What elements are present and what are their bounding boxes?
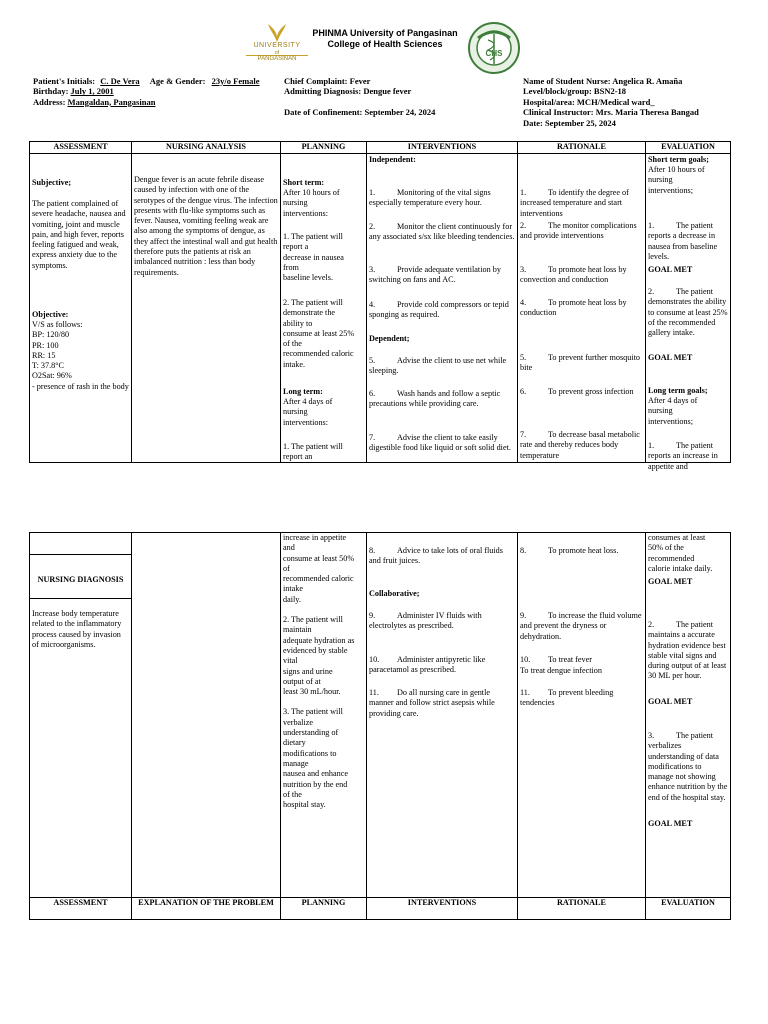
planning-line: recommended caloric — [283, 349, 354, 359]
rationale-10 — [520, 655, 643, 665]
planning-line: output of at — [283, 676, 321, 686]
intervention-1 — [369, 188, 515, 209]
care-plan-table-page1 — [29, 141, 731, 471]
rationale-10b: To treat dengue infection — [520, 666, 602, 675]
item-text: To prevent further mosquito bite — [520, 353, 640, 373]
planning-line: nutrition by the end — [283, 779, 348, 789]
header-nursing-analysis: NURSING ANALYSIS — [132, 142, 281, 154]
short-term-goals-label: Short term goals; — [648, 155, 709, 164]
planning-cont-text — [283, 533, 364, 810]
evaluation-4: 2. The patient maintains a accurate hydration evidence best stable vital signs and during output of at least 30 ML per hour. — [648, 620, 727, 681]
nursing-diagnosis-label-cell — [30, 555, 132, 599]
intervention-2 — [369, 222, 515, 243]
logo-text-university: UNIVERSITY — [253, 42, 301, 49]
planning-line: consume at least 50% — [283, 553, 355, 563]
subjective-text: The patient complained of severe headache, nausea and vomiting, joint and muscle pain, and high fever, reports feeling fatigued and weak, express anxiety due to the symptoms. — [32, 199, 126, 270]
intervention-7 — [369, 433, 515, 454]
long-term-intro — [283, 397, 364, 428]
item-text: The patient maintains a accurate hydration evidence best stable vital signs and during output of at least 30 ML per hour. — [648, 620, 727, 681]
goal-met-1: GOAL MET — [648, 265, 693, 274]
university-name: PHINMA University of Pangasinan — [312, 28, 458, 38]
planning-cell — [281, 154, 367, 463]
vitals-o2sat: O2Sat: 96% — [32, 371, 72, 381]
plan-date: Date: September 25, 2024 — [523, 117, 616, 128]
short-term-goals-intro — [648, 165, 728, 196]
item-number: 5. — [369, 356, 376, 365]
planning-line: modifications to — [283, 748, 337, 758]
long-term-goals-label: Long term goals; — [648, 386, 708, 395]
intervention-3 — [369, 265, 515, 286]
objective-vitals — [32, 320, 129, 392]
planning-line: report an — [283, 452, 313, 462]
intervention-6 — [369, 389, 515, 410]
item-text: Monitoring of the vital signs especially temperature every hour. — [369, 188, 491, 208]
item-number: 9. — [369, 611, 376, 620]
item-number: 1. — [520, 188, 527, 197]
rationale-6 — [520, 387, 643, 397]
item-number: 1. — [369, 188, 376, 197]
address-value: Mangaldan, Pangasinan — [67, 96, 156, 107]
planning-line: 3. The patient will — [283, 707, 343, 717]
item-text: To prevent bleeding tendencies — [520, 688, 614, 708]
planning-line: of the — [283, 789, 302, 799]
item-number: 6. — [369, 389, 376, 398]
footer-header-planning: PLANNING — [281, 898, 367, 920]
header-interventions: INTERVENTIONS — [367, 142, 518, 154]
planning-line: 1. The patient will — [283, 442, 343, 451]
item-text: To identify the degree of increased temperature and start interventions — [520, 188, 629, 218]
item-number: 2. — [369, 222, 376, 231]
eval-line: calorie intake daily. — [648, 563, 713, 573]
footer-header-evaluation: EVALUATION — [646, 898, 731, 920]
planning-line: evidenced by stable — [283, 645, 348, 655]
intervention-9 — [369, 611, 515, 632]
rationale-11 — [520, 688, 643, 709]
item-text: Monitor the client continuously for any associated s/sx like bleeding tendencies. — [369, 222, 515, 242]
item-text: To promote heat loss. — [548, 546, 619, 555]
collaborative-label: Collaborative; — [369, 589, 420, 598]
planning-line: verbalize — [283, 717, 313, 727]
item-number: 2. — [520, 221, 527, 230]
item-text: The patient reports an increase in appetite and — [648, 441, 718, 471]
eval-line: interventions; — [648, 416, 694, 426]
item-number: 5. — [520, 353, 527, 362]
vitals-bp: BP: 120/80 — [32, 330, 70, 340]
item-text: The patient verbalizes understanding of data modifications to manage not showing enhance nutrition by the end of the hospital stay. — [648, 731, 728, 802]
rationale-cont-cell — [518, 533, 646, 898]
footer-header-explanation: EXPLANATION OF THE PROBLEM — [132, 898, 281, 920]
eval-line: consumes at least — [648, 533, 706, 542]
rationale-3 — [520, 265, 643, 286]
item-number: 8. — [369, 546, 376, 555]
planning-line: hospital stay. — [283, 800, 326, 810]
planning-cont-cell — [281, 533, 367, 898]
address-label: Address: — [33, 96, 66, 107]
objective-label: Objective: — [32, 310, 69, 319]
planning-line: interventions: — [283, 417, 329, 427]
planning-line: ability to — [283, 318, 313, 328]
short-term-intro — [283, 188, 364, 219]
planning-goal-1 — [283, 232, 364, 283]
long-term-goals-intro — [648, 396, 728, 427]
eval-line: interventions; — [648, 185, 694, 195]
college-name: College of Health Sciences — [327, 39, 443, 49]
patient-info-right — [523, 76, 699, 128]
item-text: Advise the client to take easily digestible food like liquid or soft solid diet. — [369, 433, 511, 453]
item-number: 10. — [369, 655, 380, 664]
item-text: Provide cold compressors or tepid sponging as required. — [369, 300, 509, 320]
planning-goal-2 — [283, 298, 364, 370]
planning-line: intake. — [283, 359, 306, 369]
level-block: Level/block/group: BSN2-18 — [523, 86, 627, 97]
planning-line: After 10 hours of — [283, 188, 340, 197]
planning-line: nausea and enhance — [283, 769, 349, 779]
item-number: 11. — [369, 688, 379, 697]
goal-met-3: GOAL MET — [648, 577, 693, 586]
item-text: To promote heat loss by conduction — [520, 298, 627, 318]
eval-line: After 4 days of — [648, 396, 698, 405]
item-number: 11. — [520, 688, 530, 697]
nursing-diagnosis-label: NURSING DIAGNOSIS — [37, 575, 124, 584]
eval-line: After 10 hours of — [648, 165, 705, 174]
planning-line: adequate hydration as — [283, 635, 355, 645]
planning-line: increase in appetite — [283, 533, 347, 542]
footer-header-assessment: ASSESSMENT — [30, 898, 132, 920]
rationale-7 — [520, 430, 643, 461]
goal-met-4: GOAL MET — [648, 697, 693, 706]
rationale-cell — [518, 154, 646, 463]
item-number: 8. — [520, 546, 527, 555]
chs-seal-text: CHS — [485, 49, 503, 58]
eval-line: nursing — [648, 175, 673, 185]
eval-line: nursing — [648, 406, 673, 416]
interventions-cont-cell — [367, 533, 518, 898]
intervention-10 — [369, 655, 515, 676]
planning-line: recommended caloric — [283, 574, 354, 584]
planning-line: manage — [283, 758, 309, 768]
evaluation-cont-cell — [646, 533, 731, 898]
goal-met-5: GOAL MET — [648, 819, 693, 828]
item-text: Administer IV fluids with electrolytes as prescribed. — [369, 611, 482, 631]
item-number: 7. — [520, 430, 527, 439]
item-number: 4. — [520, 298, 527, 307]
item-text: To increase the fluid volume and prevent the dryness or dehydration. — [520, 611, 642, 641]
rationale-2 — [520, 221, 643, 242]
item-text: To promote heat loss by convection and conduction — [520, 265, 627, 285]
planning-line: dietary — [283, 738, 306, 748]
vitals-pr: PR: 100 — [32, 340, 59, 350]
planning-line: intake — [283, 584, 304, 594]
intervention-5 — [369, 356, 515, 377]
birthday-line — [33, 86, 260, 96]
item-number: 3. — [520, 265, 527, 274]
planning-line: and — [283, 543, 295, 553]
planning-line: nursing — [283, 198, 308, 208]
patient-info-left — [33, 76, 260, 107]
rationale-9 — [520, 611, 643, 642]
nursing-analysis-cell — [132, 154, 281, 463]
item-number: 3. — [369, 265, 376, 274]
rationale-8 — [520, 546, 643, 556]
goal-met-2: GOAL MET — [648, 353, 693, 362]
evaluation-3: 1. The patient reports an increase in appetite and — [648, 441, 718, 471]
planning-line: daily. — [283, 594, 301, 604]
analysis-text: Dengue fever is an acute febrile disease caused by infection with one of the serotypes of the dengue virus. The infection presents with flu-like symptoms such as fever. Nausea, vomiting feeling weak are also among the symptoms of dengue, as they affect the intestinal wall and gut health therefore puts the patients at risk an imbalanced nutrition : less than body requirements. — [134, 175, 278, 277]
logo-text-of: of — [274, 50, 280, 56]
clinical-instructor: Clinical Instructor: Mrs. Maria Theresa Bangad — [523, 107, 699, 118]
planning-line: consume at least 25% — [283, 328, 355, 338]
item-text: Administer antipyretic like paracetamol as prescribed. — [369, 655, 486, 675]
evaluation-2: 2. The patient demonstrates the ability to consume at least 25% of the recommended gallery intake. — [648, 287, 728, 338]
item-number: 6. — [520, 387, 527, 396]
planning-line: interventions: — [283, 208, 329, 218]
item-text: To prevent gross infection — [548, 387, 634, 396]
rationale-1 — [520, 188, 643, 219]
header-planning: PLANNING — [281, 142, 367, 154]
item-text: Do all nursing care in gentle manner and follow strict asepsis while providing care. — [369, 688, 495, 718]
item-text: Provide adequate ventilation by switching on fans and AC. — [369, 265, 501, 285]
item-number: 7. — [369, 433, 376, 442]
item-text: To decrease basal metabolic rate and thereby reduces body temperature — [520, 430, 640, 460]
chief-complaint: Chief Complaint: Fever — [284, 76, 371, 86]
item-text: The patient reports a decrease in nausea from baseline levels. — [648, 221, 718, 261]
explanation-cell — [132, 533, 281, 898]
university-logo — [246, 22, 308, 66]
planning-line: vital — [283, 656, 298, 666]
planning-line: 1. The patient will — [283, 232, 343, 241]
planning-line: After 4 days of — [283, 397, 333, 406]
footer-header-interventions: INTERVENTIONS — [367, 898, 518, 920]
interventions-cell — [367, 154, 518, 463]
assessment-top-blank — [30, 533, 132, 555]
initials-line — [33, 76, 260, 86]
subjective-label: Subjective; — [32, 178, 72, 187]
item-text: Advice to take lots of oral fluids and fruit juices. — [369, 546, 503, 566]
header-evaluation: EVALUATION — [646, 142, 731, 154]
planning-line: understanding of — [283, 728, 339, 738]
care-plan-table-page2 — [29, 532, 731, 920]
date-of-confinement: Date of Confinement: September 24, 2024 — [284, 106, 436, 117]
item-text: The monitor complications and provide interventions — [520, 221, 637, 241]
eval-line: 50% of the — [648, 543, 684, 553]
assessment-cell — [30, 154, 132, 463]
hospital-area: Hospital/area: MCH/Medical ward_ — [523, 96, 655, 107]
item-number: 10. — [520, 655, 531, 664]
patient-info-middle — [284, 76, 435, 117]
rationale-4 — [520, 298, 643, 319]
planning-goal-3 — [283, 442, 364, 463]
planning-line: maintain — [283, 625, 312, 635]
planning-line: nursing — [283, 407, 308, 417]
footer-header-rationale: RATIONALE — [518, 898, 646, 920]
rash-note: - presence of rash in the body — [32, 381, 129, 391]
independent-label: Independent: — [369, 155, 416, 164]
header-titles — [300, 28, 470, 50]
nursing-diagnosis-text: Increase body temperature related to the inflammatory process caused by invasion of microorganisms. — [32, 609, 122, 649]
planning-line: from — [283, 262, 299, 272]
rationale-5 — [520, 353, 643, 374]
planning-line: least 30 mL/hour. — [283, 687, 341, 697]
planning-line: report a — [283, 242, 309, 252]
intervention-8 — [369, 546, 515, 567]
dependent-label: Dependent; — [369, 334, 410, 343]
planning-line: signs and urine — [283, 666, 333, 676]
planning-line: decrease in nausea — [283, 252, 344, 262]
admitting-diagnosis: Admitting Diagnosis: Dengue fever — [284, 86, 412, 97]
header-assessment: ASSESSMENT — [30, 142, 132, 154]
planning-line: 2. The patient will — [283, 615, 343, 625]
item-text: Wash hands and follow a septic precautions while providing care. — [369, 389, 501, 409]
logo-text-pangasinan: PANGASINAN — [246, 55, 308, 62]
planning-line: demonstrate the — [283, 308, 336, 318]
evaluation-cell — [646, 154, 731, 471]
nursing-diagnosis-cell — [30, 599, 132, 898]
long-term-label: Long term: — [283, 387, 323, 396]
short-term-label: Short term: — [283, 178, 325, 187]
item-number: 9. — [520, 611, 527, 620]
planning-line: baseline levels. — [283, 273, 334, 283]
chs-seal — [468, 22, 520, 74]
item-number: 4. — [369, 300, 376, 309]
planning-line: of — [283, 563, 290, 573]
eval-line: recommended — [648, 553, 695, 563]
initials-value: C. De Vera — [100, 76, 140, 86]
planning-line: of the — [283, 339, 302, 349]
item-text: To treat fever — [548, 655, 592, 664]
evaluation-1: 1. The patient reports a decrease in nausea from baseline levels. — [648, 221, 718, 261]
birthday-label: Birthday: — [33, 86, 69, 97]
address-line — [33, 97, 260, 107]
item-text: The patient demonstrates the ability to consume at least 25% of the recommended gallery intake. — [648, 287, 728, 338]
vitals-line: V/S as follows: — [32, 320, 83, 329]
header-rationale: RATIONALE — [518, 142, 646, 154]
evaluation-cont-text — [648, 533, 728, 574]
birthday-value: July 1, 2001 — [70, 86, 114, 97]
evaluation-5: 3. The patient verbalizes understanding of data modifications to manage not showing enhance nutrition by the end of the hospital stay. — [648, 731, 728, 802]
item-text: Advise the client to use net while sleeping. — [369, 356, 507, 376]
intervention-4 — [369, 300, 515, 321]
vitals-rr: RR: 15 — [32, 350, 56, 360]
age-gender-label: Age & Gender: — [149, 76, 206, 86]
intervention-11 — [369, 688, 515, 719]
chs-seal-icon — [468, 22, 520, 74]
planning-line: 2. The patient will — [283, 298, 343, 307]
initials-label: Patient's Initials: — [33, 76, 96, 86]
vitals-temp: T: 37.8°C — [32, 361, 64, 371]
student-nurse: Name of Student Nurse: Angelica R. Amaña — [523, 76, 683, 86]
age-gender-value: 23y/o Female — [211, 76, 260, 86]
